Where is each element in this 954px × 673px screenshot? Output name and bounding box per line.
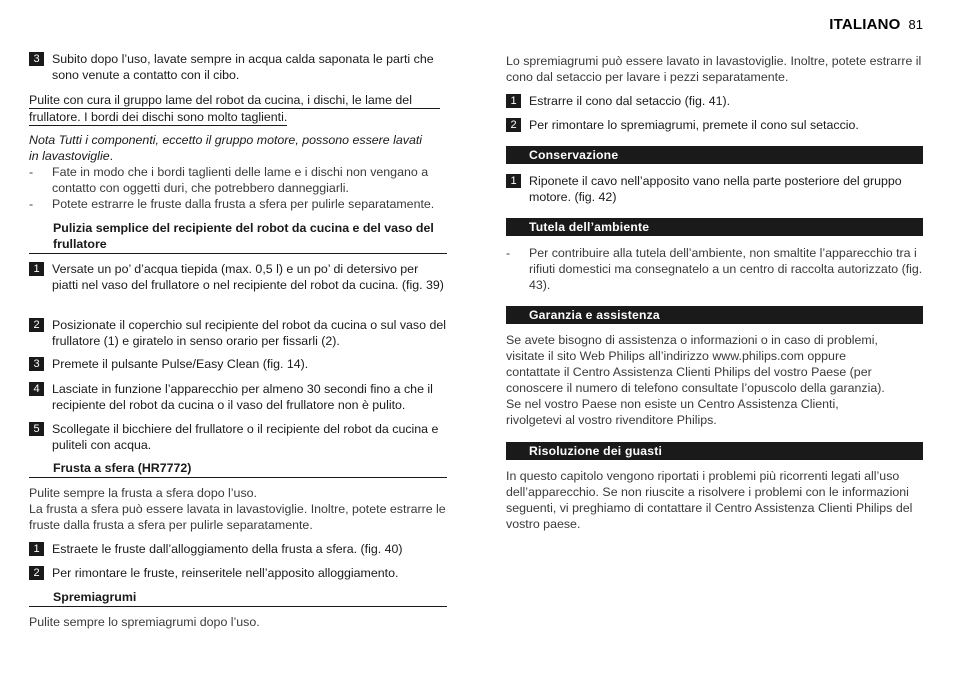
warning-line: frullatore. I bordi dei dischi sono molto taglienti. (29, 110, 288, 124)
step-number-badge: 4 (29, 382, 44, 396)
section-bar-storage: Conservazione (506, 146, 923, 164)
juicer-paragraph: Pulite sempre lo spremiagrumi dopo l’uso. (29, 615, 260, 629)
juicer-step (506, 117, 923, 133)
troubleshooting-paragraph: In questo capitolo vengono riportati i problemi più ricorrenti legati all’uso dell’apparecchio. Se non riuscite a risolvere i problemi con le informazioni seguenti, vi preghiamo di contattare il Centro Assistenza Clienti Philips del vostro paese. (506, 469, 913, 531)
cleaning-step (29, 356, 447, 372)
cleaning-step (29, 381, 447, 413)
step-number-badge: 2 (29, 566, 44, 580)
warning-line: Pulite con cura il gruppo lame del robot da cucina, i dischi, le lame del (29, 92, 440, 109)
step-number-badge: 3 (29, 357, 44, 371)
whisk-step (29, 565, 447, 581)
blade-warning (29, 92, 447, 126)
bullet-text: Per contribuire alla tutela dell’ambiente, non smaltite l’apparecchio tra i rifiuti domestici ma consegnatelo a un centro di raccolta autorizzato (fig. 43). (529, 246, 923, 292)
note-label: Nota (29, 133, 56, 147)
whisk-step (29, 541, 447, 557)
step-number-badge: 5 (29, 422, 44, 436)
section-bar-environment: Tutela dell’ambiente (506, 218, 923, 236)
warranty-paragraph: Se avete bisogno di assistenza o informazioni o in caso di problemi, visitate il sito Web Philips all’indirizzo www.philips.com oppure contattate il Centro Assistenza Clienti Philips del vostro Paese (per conoscere il numero di telefono consultate l’opuscolo della garanzia). Se nel vostro Paese non esiste un Centro Assistenza Clienti, rivolgetevi al vostro rivenditore Philips. (506, 333, 885, 427)
step-text: Estrarre il cono dal setaccio (fig. 41). (529, 94, 731, 108)
environment-bullet: - Per contribuire alla tutela dell’ambiente, non smaltite l’apparecchio tra i rifiuti domestici ma consegnatelo a un centro di raccolta autorizzato (fig. 43). (506, 246, 923, 292)
step-number-badge: 1 (29, 542, 44, 556)
bullet-text: Fate in modo che i bordi taglienti delle lame e i dischi non vengano a contatto con oggetti duri, che potrebbero danneggiarli. (52, 165, 429, 195)
cleaning-step (29, 421, 447, 453)
language-label: ITALIANO (829, 16, 901, 33)
section-heading-cleaning: Pulizia semplice del recipiente del robot da cucina e del vaso del frullatore (29, 220, 447, 254)
whisk-paragraph: La frusta a sfera può essere lavata in lavastoviglie. Inoltre, potete estrarre le fruste dalla frusta a sfera per pulirle separatamente. (29, 502, 446, 532)
step-text: Lasciate in funzione l’apparecchio per almeno 30 secondi fino a che il recipiente del robot da cucina o il vaso del frullatore non è pulito. (52, 382, 433, 412)
step-number-badge: 3 (29, 52, 44, 66)
page-header (829, 16, 923, 33)
section-heading-whisk: Frusta a sfera (HR7772) (29, 460, 447, 478)
section-bar-warranty: Garanzia e assistenza (506, 306, 923, 324)
step-text: Scollegate il bicchiere del frullatore o il recipiente del robot da cucina e puliteli con acqua. (52, 422, 439, 452)
note-text: Tutti i componenti, eccetto il gruppo motore, possono essere lavati (58, 133, 423, 147)
storage-step (506, 173, 923, 205)
step-3-wash (29, 51, 447, 83)
bullet-item: - Potete estrarre le fruste dalla frusta a sfera per pulirle separatamente. (29, 196, 447, 212)
step-number-badge: 2 (29, 318, 44, 332)
whisk-paragraph: Pulite sempre la frusta a sfera dopo l’uso. (29, 486, 257, 500)
bullet-item: - Fate in modo che i bordi taglienti delle lame e i dischi non vengano a contatto con oggetti duri, che potrebbero danneggiarli. (29, 164, 447, 196)
cleaning-step (29, 261, 447, 293)
juicer-dishwasher-paragraph: Lo spremiagrumi può essere lavato in lavastoviglie. Inoltre, potete estrarre il cono dal setaccio per lavare i pezzi separatamente. (506, 54, 922, 84)
step-text: Premete il pulsante Pulse/Easy Clean (fig. 14). (52, 357, 309, 371)
section-heading-juicer: Spremiagrumi (29, 589, 447, 607)
step-number-badge: 2 (506, 118, 521, 132)
step-text: Estraete le fruste dall’alloggiamento della frusta a sfera. (fig. 40) (52, 542, 403, 556)
step-text: Subito dopo l’uso, lavate sempre in acqua calda saponata le parti che sono venute a contatto con il cibo. (52, 52, 434, 82)
step-number-badge: 1 (506, 94, 521, 108)
juicer-step (506, 93, 923, 109)
step-number-badge: 1 (29, 262, 44, 276)
step-text: Per rimontare lo spremiagrumi, premete il cono sul setaccio. (529, 118, 859, 132)
page-number: 81 (908, 17, 923, 32)
dishwasher-note (29, 132, 447, 164)
cleaning-step (29, 317, 447, 349)
step-text: Riponete il cavo nell’apposito vano nella parte posteriore del gruppo motore. (fig. 42) (529, 174, 902, 204)
step-text: Versate un po’ d’acqua tiepida (max. 0,5 l) e un po’ di detersivo per piatti nel vaso del frullatore o nel recipiente del robot da cucina. (fig. 39) (52, 262, 444, 292)
step-number-badge: 1 (506, 174, 521, 188)
note-period: . (109, 149, 114, 163)
bullet-text: Potete estrarre le fruste dalla frusta a sfera per pulirle separatamente. (52, 197, 435, 211)
note-text: in lavastoviglie (29, 149, 110, 163)
step-text: Per rimontare le fruste, reinseritele nell’apposito alloggiamento. (52, 566, 399, 580)
step-text: Posizionate il coperchio sul recipiente del robot da cucina o sul vaso del frullatore (1) e giratelo in senso orario per fissarli (2). (52, 318, 446, 348)
section-bar-troubleshooting: Risoluzione dei guasti (506, 442, 923, 460)
